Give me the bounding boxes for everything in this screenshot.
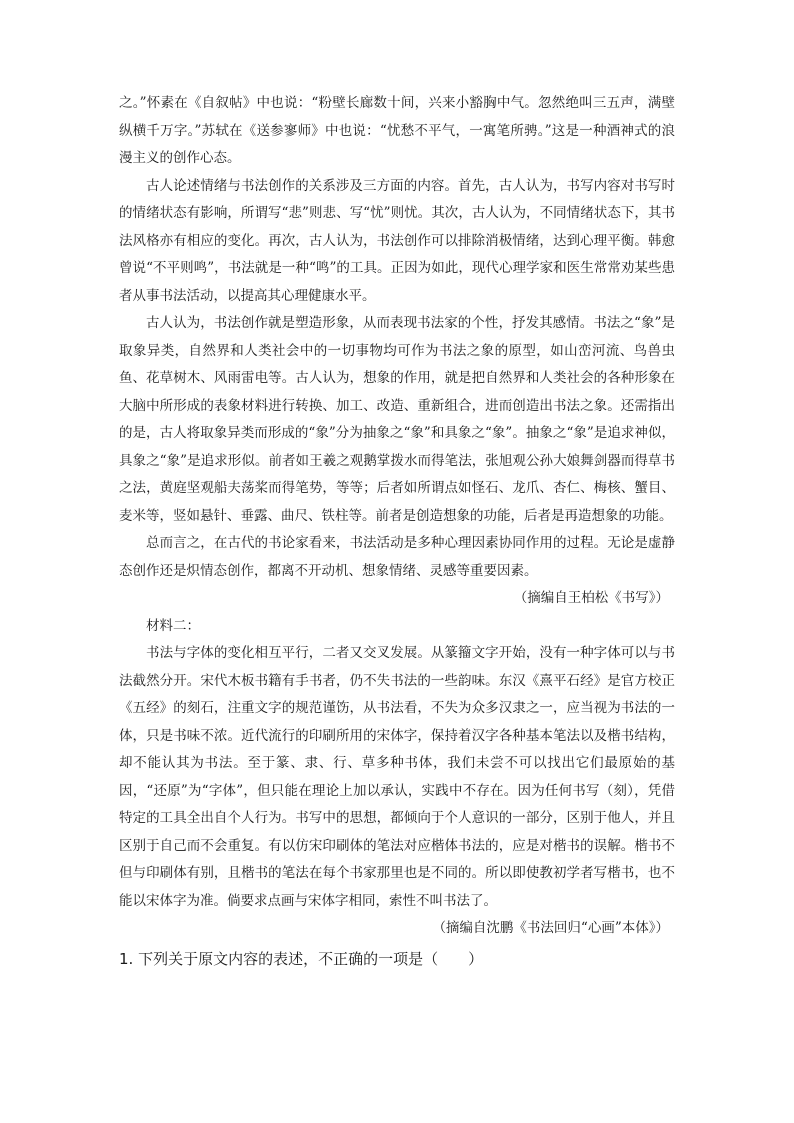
paragraph-emotion: 古人论述情绪与书法创作的关系涉及三方面的内容。首先，古人认为，书写内容对书写时的情绪状态有影响，所谓写“悲”则悲、写“忧”则忧。其次，古人认为，不同情绪状态下，其书法风格亦有相应的变化。再次，古人认为，书法创作可以排除消极情绪，达到心理平衡。韩愈曾说“不平则鸣”，书法就是一种“鸣”的工具。正因为如此，现代心理学家和医生常常劝某些患者从事书法活动，以提高其心理健康水平。	[119, 177, 675, 304]
paragraph-image: 古人认为，书法创作就是塑造形象，从而表现书法家的个性，抒发其感情。书法之“象”是取象异类，自然界和人类社会中的一切事物均可作为书法之象的原型，如山峦河流、鸟兽虫鱼、花草树木、风雨雷电等。古人认为，想象的作用，就是把自然界和人类社会的各种形象在大脑中所形成的表象材料进行转换、加工、改造、重新组合，进而创造出书法之象。还需指出的是，古人将取象异类而形成的“象”分为抽象之“象”和具象之“象”。抽象之“象”是追求神似，具象之“象”是追求形似。前者如王羲之观鹅掌拨水而得笔法，张旭观公孙大娘舞剑器而得草书之法，黄庭坚观船夫荡桨而得笔势，等等；后者如所谓点如怪石、龙爪、杏仁、梅核、蟹目、麦米等，竖如悬针、垂露、曲尺、铁柱等。前者是创造想象的功能，后者是再造想象的功能。	[119, 315, 675, 524]
document-page	[119, 90, 675, 973]
paragraph-material-2: 书法与字体的变化相互平行，二者又交叉发展。从篆籀文字开始，没有一种字体可以与书法截然分开。宋代木板书籍有手书者，仍不失书法的一些韵味。东汉《熹平石经》是官方校正《五经》的刻石，注重文字的规范谨饬，从书法看，不失为众多汉隶之一，应当视为书法的一体，只是书味不浓。近代流行的印刷所用的宋体字，保持着汉字各种基本笔法以及楷书结构，却不能认其为书法。至于篆、隶、行、草多种书体，我们未尝不可以找出它们最原始的基因，“还原”为“字体”，但只能在理论上加以承认，实践中不存在。因为任何书写（刻），凭借特定的工具全出自个人行为。书写中的思想，都倾向于个人意识的一部分，区别于他人，并且区别于自己而不会重复。有以仿宋印刷体的笔法对应楷体书法的，应是对楷书的误解。楷书不但与印刷体有别，且楷书的笔法在每个书家那里也是不同的。所以即使教初学者写楷书，也不能以宋体字为准。倘要求点画与宋体字相同，索性不叫书法了。	[119, 645, 675, 909]
paragraph-intro: 之。”怀素在《自叙帖》中也说：“粉壁长廊数十间，兴来小豁胸中气。忽然绝叫三五声，满壁纵横千万字。”苏轼在《送参寥师》中也说：“忧愁不平气，一寓笔所骋。”这是一种酒神式的浪漫主义的创作心态。	[119, 95, 675, 166]
source-citation-1: （摘编自王柏松《书写》）	[513, 590, 669, 606]
material-2-label: 材料二：	[146, 617, 200, 634]
paragraph-summary: 总而言之，在古代的书论家看来，书法活动是多种心理因素协同作用的过程。无论是虚静态创作还是炽情态创作，都离不开动机、想象情绪、灵感等重要因素。	[119, 535, 675, 579]
question-1: 1. 下列关于原文内容的表述，不正确的一项是（ ）	[119, 949, 484, 968]
source-citation-2: （摘编自沈鹏《书法回归“心画”本体》）	[432, 920, 669, 936]
